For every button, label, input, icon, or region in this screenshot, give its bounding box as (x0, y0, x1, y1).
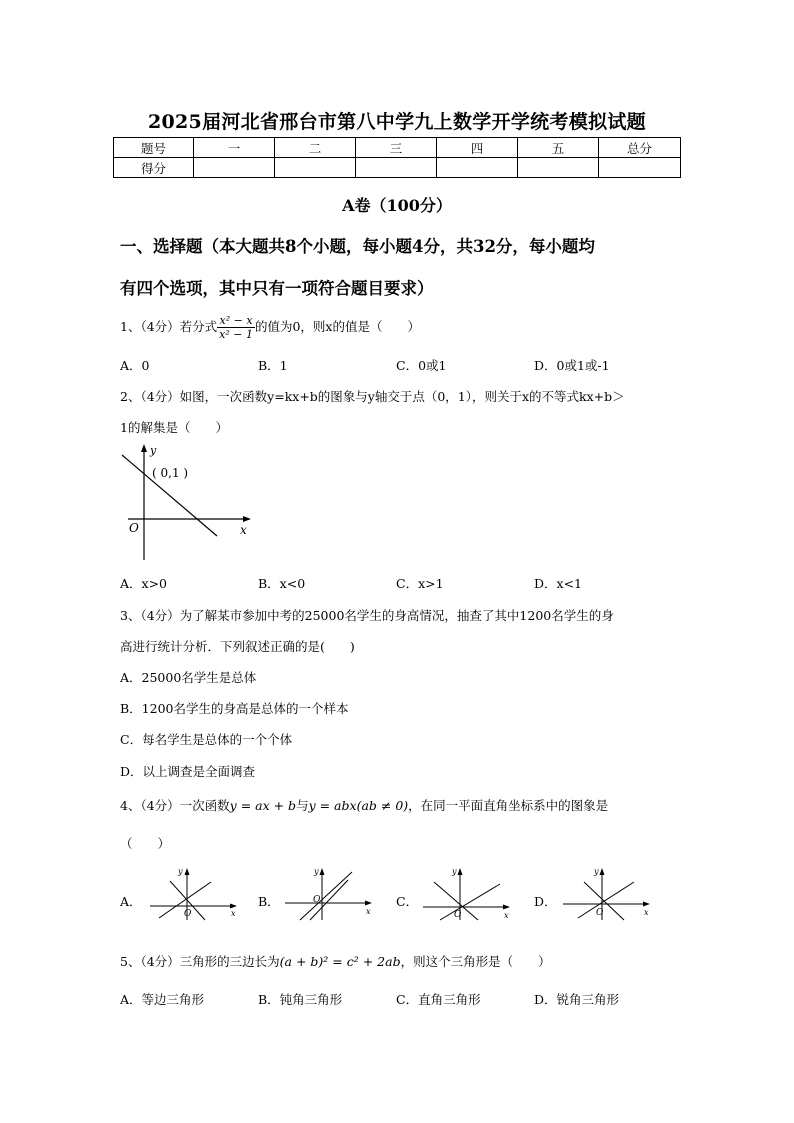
q4-mid: 与 (296, 798, 309, 813)
q2-x-arrow (243, 516, 251, 522)
q5-suffix: ，则这个三角形是（ ） (400, 954, 551, 969)
question-4-line2: （ ） (120, 836, 171, 851)
q4-graph-b (280, 862, 380, 922)
exam-title: 2025届河北省邢台市第八中学九上数学开学统考模拟试题 (148, 111, 646, 133)
q4b-y-label: y (314, 867, 319, 876)
question-2-line2: 1的解集是（ ） (120, 420, 228, 435)
q1-option-d[interactable]: D．0或1或-1 (534, 358, 610, 373)
q5-formula: (a + b)² = c² + 2ab (279, 954, 401, 969)
score-table-score-row (114, 158, 681, 178)
q4-option-b[interactable]: B． (258, 894, 280, 909)
q1-prefix: 1、（4分）若分式 (120, 319, 218, 334)
q4b-line-1 (300, 872, 352, 920)
q5-option-b[interactable]: B．钝角三角形 (258, 992, 343, 1007)
part-a-heading: A卷（100分） (342, 196, 452, 215)
q2-option-c[interactable]: C．x>1 (396, 576, 444, 591)
score-header-cell: 题号 (114, 138, 194, 158)
q4a-x-label: x (231, 909, 236, 918)
score-cell[interactable] (599, 158, 681, 178)
q4-graph-c (418, 862, 518, 922)
q4d-y-label: y (594, 867, 599, 876)
q1-option-a[interactable]: A．0 (120, 358, 150, 373)
q4a-y-arrow (185, 868, 190, 875)
q4-prefix: 4、（4分）一次函数 (120, 798, 230, 813)
q4b-x-arrow (365, 901, 372, 906)
q3-option-b[interactable]: B．1200名学生的身高是总体的一个样本 (120, 701, 349, 716)
q5-option-d[interactable]: D．锐角三角形 (534, 992, 620, 1007)
q4c-x-arrow (503, 905, 510, 910)
q4d-y-arrow (600, 868, 605, 875)
score-header-cell: 三 (356, 138, 437, 158)
q2-graph (110, 440, 260, 565)
q2-point-label: ( 0,1 ) (152, 466, 189, 480)
score-header-cell: 总分 (599, 138, 681, 158)
q5-option-c[interactable]: C．直角三角形 (396, 992, 481, 1007)
score-cell[interactable] (356, 158, 437, 178)
q4-option-c[interactable]: C． (396, 894, 419, 909)
q4a-origin-label: O (184, 909, 192, 919)
q4b-origin-label: O (313, 895, 321, 905)
score-cell[interactable] (194, 158, 275, 178)
score-cell[interactable] (437, 158, 518, 178)
q2-x-label: x (240, 523, 247, 537)
q4c-y-arrow (458, 868, 463, 875)
section-heading-line1: 一、选择题（本大题共8个小题，每小题4分，共32分，每小题均 (120, 237, 595, 256)
q5-option-a[interactable]: A．等边三角形 (120, 992, 205, 1007)
q4-suffix: ，在同一平面直角坐标系中的图象是 (408, 798, 609, 813)
question-3-line1: 3、（4分）为了解某市参加中考的25000名学生的身高情况，抽查了其中1200名学生的身 (120, 608, 614, 623)
score-header-cell: 一 (194, 138, 275, 158)
q2-y-arrow (141, 444, 147, 452)
q4c-line-2 (440, 884, 500, 920)
score-header-cell: 四 (437, 138, 518, 158)
q4-graph-a (145, 862, 245, 922)
q4-function-1: y = ax + b (229, 798, 297, 813)
q1-option-b[interactable]: B．1 (258, 358, 288, 373)
score-row-label: 得分 (114, 158, 194, 178)
score-header-cell: 五 (518, 138, 599, 158)
q4d-line-2 (578, 882, 634, 918)
q1-option-c[interactable]: C．0或1 (396, 358, 447, 373)
q4d-x-label: x (644, 908, 649, 917)
question-5 (120, 952, 551, 970)
q4c-y-label: y (452, 867, 457, 876)
q4a-x-arrow (230, 904, 237, 909)
q4a-y-label: y (178, 867, 183, 876)
q4d-x-arrow (643, 902, 650, 907)
q4d-origin-label: O (596, 908, 604, 918)
q2-option-b[interactable]: B．x<0 (258, 576, 306, 591)
q5-prefix: 5、（4分）三角形的三边长为 (120, 954, 280, 969)
q2-option-a[interactable]: A．x>0 (120, 576, 168, 591)
section-heading-line2: 有四个选项，其中只有一项符合题目要求） (120, 279, 434, 298)
score-table-header-row (114, 138, 681, 158)
q1-fraction-denominator: x² − 1 (219, 328, 253, 341)
q4b-y-arrow (320, 868, 325, 875)
q1-fraction-numerator: x² − x (217, 314, 255, 328)
q4-function-2: y = abx(ab ≠ 0) (308, 798, 409, 813)
q3-option-d[interactable]: D．以上调查是全面调查 (120, 764, 256, 779)
question-3-line2: 高进行统计分析．下列叙述正确的是( ) (120, 639, 355, 654)
q4b-x-label: x (366, 907, 371, 916)
q2-option-d[interactable]: D．x<1 (534, 576, 582, 591)
question-2-line1: 2、（4分）如图，一次函数y=kx+b的图象与y轴交于点（0，1），则关于x的不等式kx+b＞ (120, 389, 625, 404)
q3-option-c[interactable]: C．每名学生是总体的一个个体 (120, 732, 293, 747)
q3-option-a[interactable]: A．25000名学生是总体 (120, 670, 257, 685)
q1-fraction (217, 314, 255, 341)
q4-graph-d (558, 862, 658, 922)
q2-y-label: y (150, 444, 157, 457)
q4-option-a[interactable]: A． (120, 894, 142, 909)
question-1 (120, 313, 420, 341)
score-header-cell: 二 (275, 138, 356, 158)
q2-origin-label: O (129, 521, 139, 535)
score-table (113, 137, 681, 178)
q4-option-d[interactable]: D． (534, 894, 557, 909)
question-4-line1 (120, 796, 608, 814)
q1-suffix: 的值为0，则x的值是（ ） (254, 319, 420, 334)
score-cell[interactable] (518, 158, 599, 178)
q4c-origin-label: O (454, 910, 462, 920)
score-cell[interactable] (275, 158, 356, 178)
q4c-x-label: x (504, 911, 509, 920)
